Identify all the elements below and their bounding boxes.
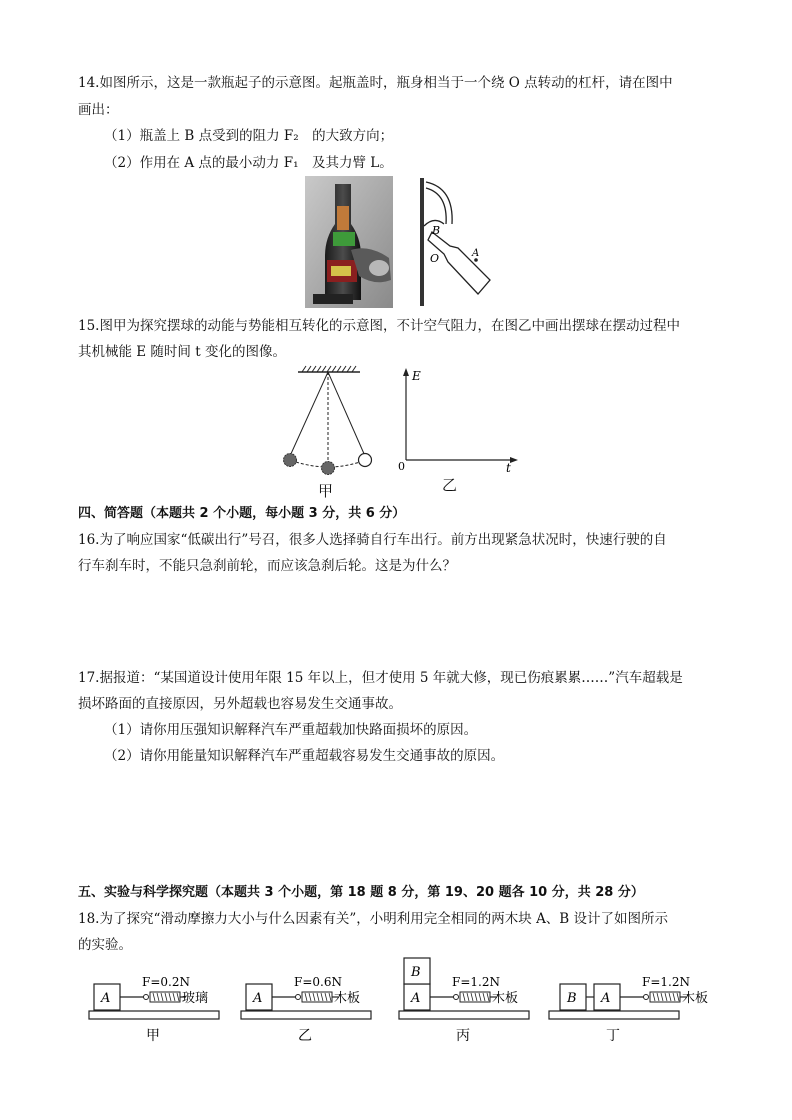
force-label: F=1.2N: [452, 975, 500, 989]
origin-label: 0: [398, 460, 405, 473]
surface-label: 木板: [492, 991, 519, 1006]
block-b-label: B: [411, 965, 421, 980]
block-a-label: A: [253, 991, 263, 1006]
q16-line-1: 16.为了响应国家“低碳出行”号召，很多人选择骑自行车出行。前方出现紧急状况时，快速行驶的自: [78, 532, 667, 548]
hook: [454, 995, 459, 1000]
q17-line-1: 17.据报道：“某国道设计使用年限 15 年以上，但才使用 5 年就大修，现已伤痕累累……”汽车超载是: [78, 670, 683, 686]
q15-line-1: 15.图甲为探究摆球的动能与势能相互转化的示意图，不计空气阻力，在图乙中画出摆球在摆动过程中: [78, 318, 680, 334]
surface-board: [549, 1011, 679, 1019]
q14-line-2: 画出：: [78, 102, 119, 118]
q15-line-2: 其机械能 E 随时间 t 变化的图像。: [78, 344, 286, 360]
block-a-label: A: [601, 991, 611, 1006]
section-5-heading: 五、实验与科学探究题（本题共 3 个小题，第 18 题 8 分，第 19、20 题各 10 分，共 28 分）: [78, 885, 644, 900]
q18-line-2: 的实验。: [78, 937, 132, 953]
hook: [144, 995, 149, 1000]
setup-caption: 甲: [146, 1028, 160, 1044]
section-4-heading: 四、简答题（本题共 2 个小题，每小题 3 分，共 6 分）: [78, 506, 406, 521]
surface-label: 木板: [682, 991, 709, 1006]
block-b-label: B: [567, 991, 577, 1006]
surface-label: 木板: [334, 991, 361, 1006]
q16-line-2: 行车刹车时，不能只急刹前轮，而应该急刹后轮。这是为什么？: [78, 558, 456, 574]
hook: [296, 995, 301, 1000]
setup-caption: 丁: [606, 1028, 620, 1044]
energy-time-axes: [394, 366, 522, 474]
label-a: A: [472, 248, 480, 259]
setup-caption: 乙: [298, 1028, 312, 1044]
surface-board: [241, 1011, 371, 1019]
friction-setup-1: [88, 956, 238, 1048]
friction-setup-2: [240, 956, 390, 1048]
q17-item-2: （2）请你用能量知识解释汽车严重超载容易发生交通事故的原因。: [104, 748, 505, 764]
label-o: O: [430, 252, 440, 265]
axis-y-label: E: [412, 369, 421, 383]
friction-setup-3: [398, 956, 548, 1048]
pendulum-diagram: [274, 364, 384, 476]
q14-item-2: （2）作用在 A 点的最小动力 F₁ 及其力臂 L。: [104, 155, 393, 171]
q18-line-1: 18.为了探究“滑动摩擦力大小与什么因素有关”，小明利用完全相同的两木块 A、B 设计了如图所示: [78, 911, 669, 927]
force-label: F=1.2N: [642, 975, 690, 989]
q14-line-1: 14.如图所示，这是一款瓶起子的示意图。起瓶盖时，瓶身相当于一个绕 O 点转动的杠杆，请在图中: [78, 75, 673, 91]
q17-item-1: （1）请你用压强知识解释汽车严重超载加快路面损坏的原因。: [104, 722, 478, 738]
friction-setup-4: [548, 956, 709, 1048]
force-label: F=0.6N: [294, 975, 342, 989]
bottle-opener-photo: [305, 176, 393, 308]
block-a-label: A: [411, 991, 421, 1006]
caption-yi: 乙: [442, 476, 458, 494]
caption-jia: 甲: [318, 482, 334, 500]
surface-board: [399, 1011, 529, 1019]
label-b: B: [432, 224, 441, 237]
setup-caption: 丙: [456, 1028, 470, 1044]
block-a-label: A: [101, 991, 111, 1006]
force-label: F=0.2N: [142, 975, 190, 989]
axis-x-label: t: [506, 461, 511, 475]
surface-board: [89, 1011, 219, 1019]
q17-line-2: 损坏路面的直接原因，另外超载也容易发生交通事故。: [78, 696, 402, 712]
q14-item-1: （1）瓶盖上 B 点受到的阻力 F₂ 的大致方向；: [104, 128, 394, 144]
hook: [644, 995, 649, 1000]
surface-label: 玻璃: [182, 991, 209, 1006]
bottle-opener-schematic: [410, 176, 500, 308]
